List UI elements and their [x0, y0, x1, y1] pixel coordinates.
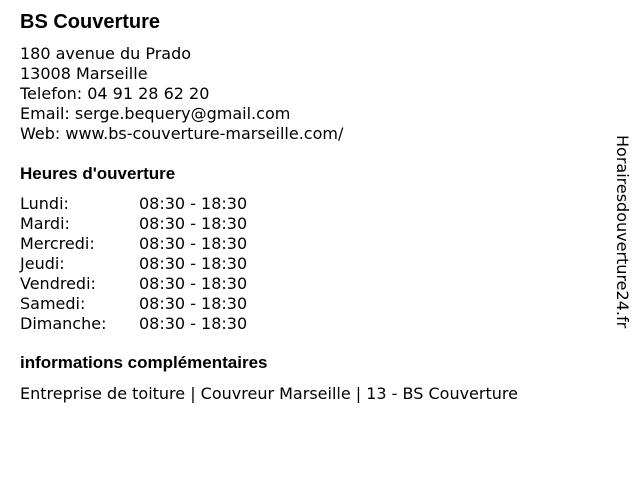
time-range: 08:30 - 18:30 [139, 294, 248, 313]
hours-row-tuesday [20, 214, 247, 234]
day-label: Vendredi: [20, 274, 96, 293]
hours-row-monday [20, 194, 247, 214]
contact-block [20, 44, 343, 144]
hours-row-saturday [20, 294, 247, 314]
time-range: 08:30 - 18:30 [139, 274, 248, 293]
additional-info-text: Entreprise de toiture | Couvreur Marseille | 13 - BS Couverture [20, 384, 518, 403]
hours-row-wednesday [20, 234, 247, 254]
day-label: Lundi: [20, 194, 69, 213]
time-range: 08:30 - 18:30 [139, 214, 248, 233]
day-label: Mardi: [20, 214, 70, 233]
address-line-2: 13008 Marseille [20, 64, 148, 83]
additional-info-heading: informations complémentaires [20, 353, 268, 372]
day-label: Samedi: [20, 294, 86, 313]
time-range: 08:30 - 18:30 [139, 194, 248, 213]
hours-row-thursday [20, 254, 247, 274]
day-label: Dimanche: [20, 314, 107, 333]
hours-row-sunday [20, 314, 247, 334]
address-line-1: 180 avenue du Prado [20, 44, 192, 63]
business-name: BS Couverture [20, 11, 161, 33]
email-address: Email: serge.bequery@gmail.com [20, 104, 291, 123]
website-url: Web: www.bs-couverture-marseille.com/ [20, 124, 344, 143]
time-range: 08:30 - 18:30 [139, 314, 248, 333]
site-watermark: Horairesdouverture24.fr [613, 135, 632, 329]
time-range: 08:30 - 18:30 [139, 254, 248, 273]
opening-hours-list [20, 194, 247, 334]
hours-row-friday [20, 274, 247, 294]
day-label: Mercredi: [20, 234, 95, 253]
time-range: 08:30 - 18:30 [139, 234, 248, 253]
day-label: Jeudi: [20, 254, 65, 273]
phone-number: Telefon: 04 91 28 62 20 [20, 84, 210, 103]
opening-hours-heading: Heures d'ouverture [20, 164, 176, 183]
